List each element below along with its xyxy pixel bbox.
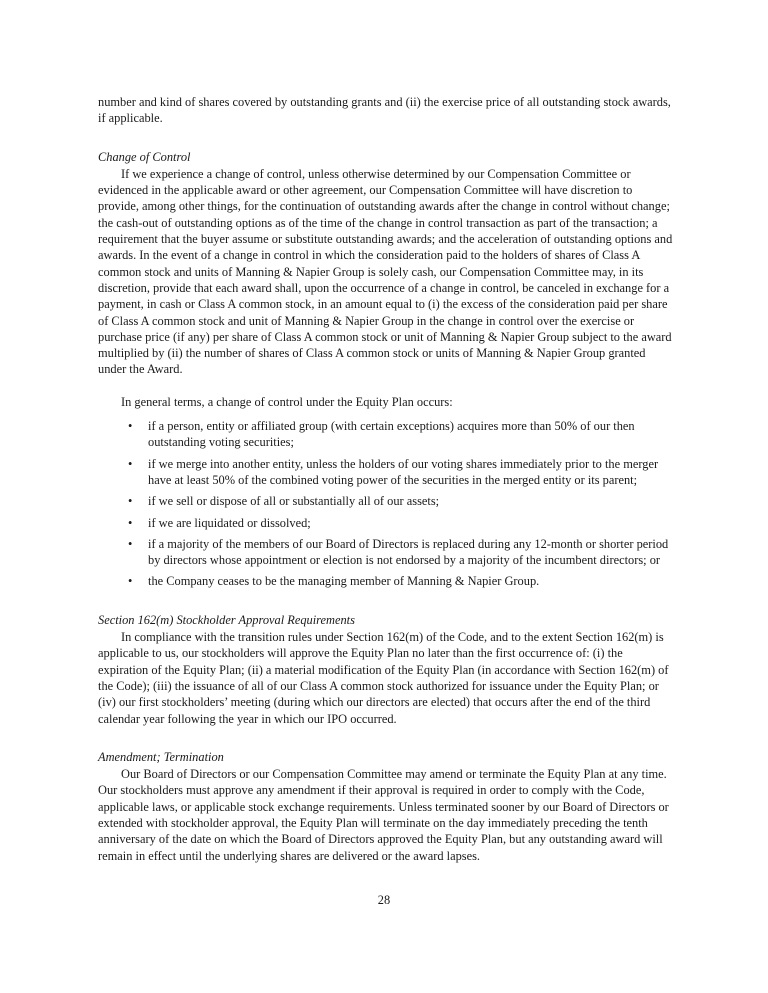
list-item: • if we are liquidated or dissolved; [128,515,311,530]
bullet-icon: • [128,494,133,509]
amendment-paragraph: Our Board of Directors or our Compensation Committee may amend or terminate the Equity Plan at any time. Our stockholders must approve any amendment if their approval is required in order to comply with the Code, applicable laws, or applicable stock exchange requirements. Unless terminated sooner by our Board of Directors or extended with stockholder approval, the Equity Plan will terminate on the day immediately preceding the tenth anniversary of the date on which the Board of Directors approved the Equity Plan, but any outstanding award will remain in effect until the underlying shares are delivered or the award lapses. [98,767,669,863]
bullet-icon: • [128,515,133,530]
document-page [98,94,674,864]
list-item: • the Company ceases to be the managing member of Manning & Napier Group. [128,574,540,589]
bullet-icon: • [128,574,133,589]
change-of-control-list-intro: In general terms, a change of control under the Equity Plan occurs: [121,394,453,409]
list-item: • if we sell or dispose of all or substantially all of our assets; [128,494,440,509]
change-of-control-paragraph: If we experience a change of control, unless otherwise determined by our Compensation Committee or evidenced in the applicable award or other agreement, our Compensation Committee will have discretion to provide, among other things, for the continuation of outstanding awards after the change in control without change; the cash-out of outstanding options as of the time of the change in control transaction as part of the transaction; a requirement that the buyer assume or substitute outstanding awards; and the acceleration of outstanding options and awards. In the event of a change in control in which the consideration paid to the holders of shares of Class A common stock and units of Manning & Napier Group is solely cash, our Compensation Committee may, in its discretion, provide that each award shall, upon the occurrence of a change in control, be canceled in exchange for a payment, in cash or Class A common stock, in an amount equal to (i) the excess of the consideration paid per share of Class A common stock and unit of Manning & Napier Group in the change in control over the exercise or purchase price (if any) per share of Class A common stock or unit of Manning & Napier Group subject to the award multiplied by (ii) the number of shares of Class A common stock or units of Manning & Napier Group granted under the Award. [98,166,673,377]
section-162m-paragraph: In compliance with the transition rules under Section 162(m) of the Code, and to the extent Section 162(m) is applicable to us, our stockholders will approve the Equity Plan no later than the first occurrence of: (i) the expiration of the Equity Plan; (ii) a material modification of the Equity Plan (in accordance with Section 162(m) of the Code); (iii) the issuance of all of our Class A common stock authorized for issuance under the Equity Plan; or (iv) our first stockholders’ meeting (during which our directors are elected) that occurs after the end of the third calendar year following the year in which our IPO occurred. [98,630,669,726]
page-number: 28 [377,893,391,907]
list-item: • if we merge into another entity, unless the holders of our voting shares immediately prior to the merger have at least 50% of the combined voting power of the securities in the merged entity or its parent; [128,456,659,487]
bullet-icon: • [128,456,133,471]
change-of-control-list [98,418,674,590]
change-of-control-heading: Change of Control [98,149,191,164]
intro-paragraph: number and kind of shares covered by outstanding grants and (ii) the exercise price of all outstanding stock awards, if applicable. [98,95,671,126]
section-162m-heading: Section 162(m) Stockholder Approval Requirements [98,612,355,627]
bullet-icon: • [128,536,133,551]
amendment-heading: Amendment; Termination [98,749,224,764]
list-item: • if a majority of the members of our Board of Directors is replaced during any 12-month or shorter period by directors whose appointment or election is not endorsed by a majority of the incumbent directors; or [128,536,669,568]
bullet-icon: • [128,419,133,434]
list-item: • if a person, entity or affiliated group (with certain exceptions) acquires more than 50% of our then outstanding voting securities; [128,419,635,450]
